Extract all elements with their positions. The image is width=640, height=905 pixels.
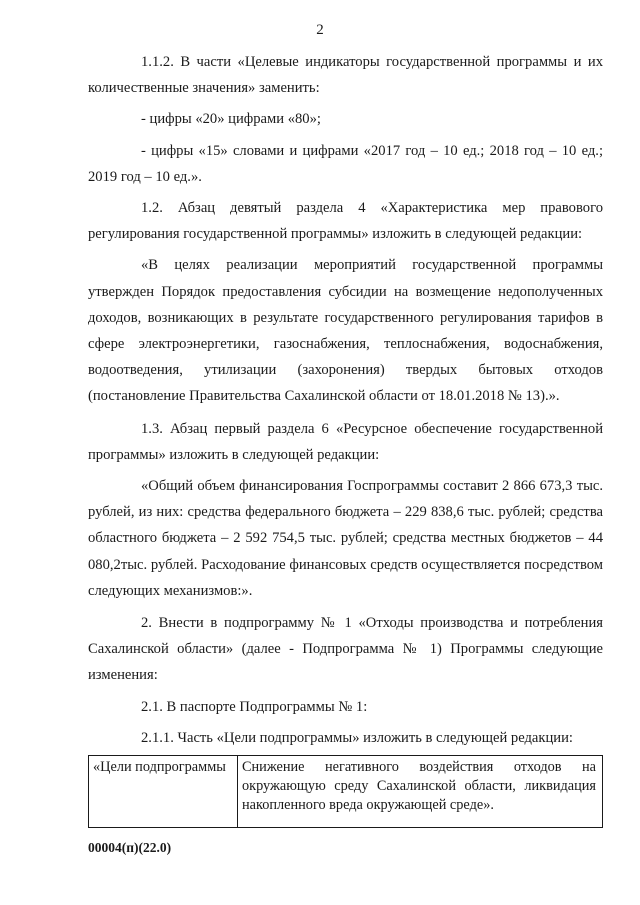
paragraph-1-2: 1.2. Абзац девятый раздела 4 «Характеристика мер правового регулирования государственной программы» изложить в следующей редакции: (88, 200, 603, 243)
goals-text-cell: Снижение негативного воздействия отходов на окружающую среду Сахалинской области, ликвидация накопленного вреда окружающей среде». (238, 756, 603, 828)
goals-label-cell: «Цели подпрограммы (89, 756, 238, 828)
paragraph-quote-section-4: «В целях реализации мероприятий государственной программы утвержден Порядок предоставления субсидии на возмещение недополученных доходов, возникающих в результате государственного регулирования тарифов в сфере электроэнергетики, газоснабжения, теплоснабжения, водоснабжения, водоотведения, утилизации (захоронения) твердых бытовых отходов (постановление Правительства Сахалинской области от 18.01.2018 № 13).». (88, 257, 603, 405)
table-row (89, 756, 603, 828)
paragraph-replace-15: - цифры «15» словами и цифрами «2017 год – 10 ед.; 2018 год – 10 ед.; 2019 год – 10 ед.». (88, 142, 603, 185)
document-code: 00004(п)(22.0) (88, 840, 172, 855)
paragraph-2: 2. Внести в подпрограмму № 1 «Отходы производства и потребления Сахалинской области» (далее - Подпрограмма № 1) Программы следующие изменения: (88, 615, 603, 684)
paragraph-2-1: 2.1. В паспорте Подпрограммы № 1: (141, 698, 368, 715)
paragraph-1-1-2: 1.1.2. В части «Целевые индикаторы государственной программы и их количественные значения» заменить: (88, 54, 603, 97)
subprogram-goals-table (88, 755, 603, 828)
paragraph-replace-20: - цифры «20» цифрами «80»; (141, 111, 321, 128)
paragraph-1-3: 1.3. Абзац первый раздела 6 «Ресурсное обеспечение государственной программы» изложить в следующей редакции: (88, 420, 603, 463)
paragraph-2-1-1: 2.1.1. Часть «Цели подпрограммы» изложить в следующей редакции: (141, 729, 573, 746)
document-body (88, 49, 603, 828)
paragraph-quote-financing: «Общий объем финансирования Госпрограммы составит 2 866 673,3 тыс. рублей, из них: средства федерального бюджета – 229 838,6 тыс. рублей; средства областного бюджета – 2 592 754,5 тыс. рублей; средства местных бюджетов – 44 080,2тыс. рублей. Расходование финансовых средств осуществляется посредством следующих механизмов:». (88, 478, 603, 599)
page-number: 2 (316, 22, 324, 38)
